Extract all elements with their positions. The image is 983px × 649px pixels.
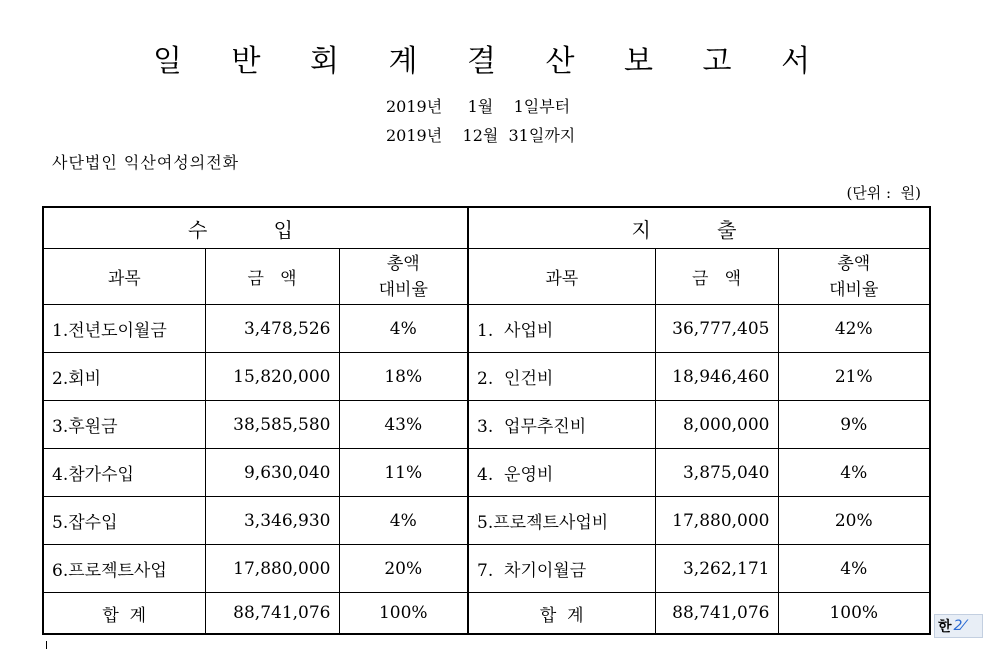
income-ratio: 11% [339, 449, 468, 497]
expense-item: 2. 인건비 [468, 353, 655, 401]
expense-amount: 3,262,171 [655, 545, 778, 593]
income-ratio: 43% [339, 401, 468, 449]
income-ratio: 4% [339, 305, 468, 353]
income-amount: 9,630,040 [205, 449, 339, 497]
expense-amount: 8,000,000 [655, 401, 778, 449]
table-row [43, 401, 930, 449]
expense-amount: 18,946,460 [655, 353, 778, 401]
income-ratio: 18% [339, 353, 468, 401]
income-item: 3.후원금 [43, 401, 205, 449]
income-amount: 38,585,580 [205, 401, 339, 449]
settlement-table [42, 206, 931, 635]
expense-col-item: 과목 [468, 249, 655, 305]
hangul-glyph: 한 [938, 619, 952, 635]
unit-label: (단위 : 원) [846, 184, 921, 202]
table-row [43, 497, 930, 545]
period-from: 2019년 1월 1일부터 [386, 97, 571, 116]
expense-col-ratio-line2: 대비율 [829, 279, 879, 300]
hangul-input-icon[interactable] [934, 614, 983, 638]
income-amount: 3,478,526 [205, 305, 339, 353]
expense-item: 7. 차기이월금 [468, 545, 655, 593]
expense-header: 지 출 [468, 207, 930, 249]
income-ratio: 20% [339, 545, 468, 593]
expense-item: 3. 업무추진비 [468, 401, 655, 449]
pen-glyph: 2⁄ [953, 618, 965, 634]
total-row [43, 593, 930, 635]
expense-total-ratio: 100% [778, 593, 930, 635]
report-title: 일 반 회 계 결 산 보 고 서 [152, 44, 831, 79]
table-row [43, 305, 930, 353]
income-item: 5.잡수입 [43, 497, 205, 545]
expense-col-amount: 금 액 [655, 249, 778, 305]
income-col-ratio [339, 249, 468, 305]
income-col-amount: 금 액 [205, 249, 339, 305]
table-row [43, 545, 930, 593]
period-to: 2019년 12월 31일까지 [386, 126, 576, 145]
income-amount: 3,346,930 [205, 497, 339, 545]
table-row [43, 449, 930, 497]
income-col-ratio-line2: 대비율 [378, 279, 428, 300]
income-item: 6.프로젝트사업 [43, 545, 205, 593]
expense-total-amount: 88,741,076 [655, 593, 778, 635]
income-ratio: 4% [339, 497, 468, 545]
expense-col-ratio [778, 249, 930, 305]
expense-ratio: 4% [778, 545, 930, 593]
income-col-item: 과목 [43, 249, 205, 305]
expense-ratio: 4% [778, 449, 930, 497]
income-item: 2.회비 [43, 353, 205, 401]
expense-item: 1. 사업비 [468, 305, 655, 353]
text-cursor [46, 641, 47, 649]
income-amount: 17,880,000 [205, 545, 339, 593]
expense-ratio: 42% [778, 305, 930, 353]
income-total-label: 합 계 [43, 593, 205, 635]
income-total-ratio: 100% [339, 593, 468, 635]
table-row [43, 353, 930, 401]
income-amount: 15,820,000 [205, 353, 339, 401]
expense-amount: 17,880,000 [655, 497, 778, 545]
income-item: 4.참가수입 [43, 449, 205, 497]
expense-ratio: 9% [778, 401, 930, 449]
expense-amount: 3,875,040 [655, 449, 778, 497]
expense-amount: 36,777,405 [655, 305, 778, 353]
expense-ratio: 20% [778, 497, 930, 545]
expense-item: 5.프로젝트사업비 [468, 497, 655, 545]
expense-item: 4. 운영비 [468, 449, 655, 497]
income-col-ratio-line1: 총액 [386, 253, 420, 274]
expense-ratio: 21% [778, 353, 930, 401]
income-total-amount: 88,741,076 [205, 593, 339, 635]
income-header: 수 입 [43, 207, 468, 249]
income-item: 1.전년도이월금 [43, 305, 205, 353]
expense-col-ratio-line1: 총액 [837, 253, 871, 274]
expense-total-label: 합 계 [468, 593, 655, 635]
organization-name: 사단법인 익산여성의전화 [52, 153, 240, 172]
